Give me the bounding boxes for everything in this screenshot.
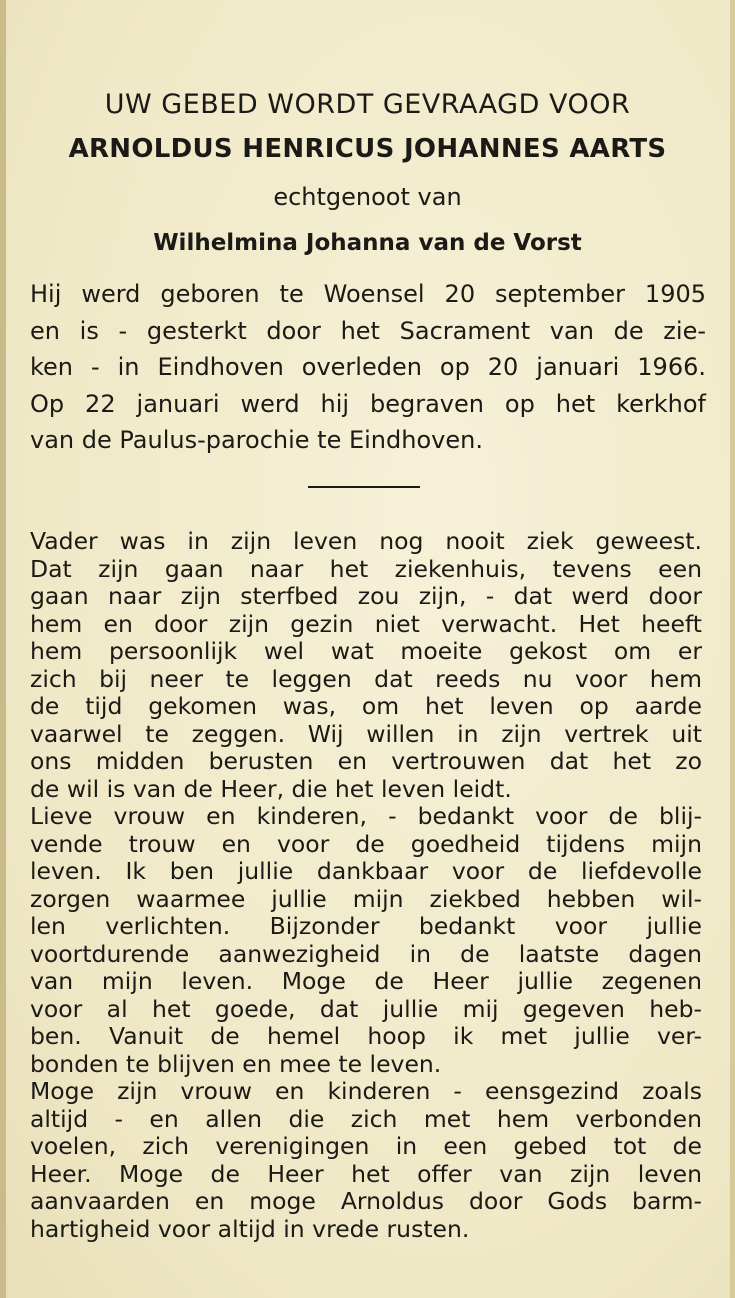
text-line: ons midden berusten en vertrouwen dat het zo (30, 747, 702, 775)
text-line: vaarwel te zeggen. Wij willen in zijn vertrek uit (30, 719, 702, 748)
text-line: de tijd gekomen was, om het leven op aarde (30, 692, 702, 720)
text-line: zich bij neer te leggen dat reeds nu voor hem (30, 664, 702, 693)
spouse-label: echtgenoot van (273, 183, 462, 211)
text-line: Dat zijn gaan naar het ziekenhuis, tevens een (30, 554, 702, 583)
text-line: voor al het goede, dat jullie mij gegeven heb- (30, 994, 702, 1023)
text-line: Moge zijn vrouw en kinderen - eensgezind zoals (30, 1077, 702, 1105)
bio-line: ken - in Eindhoven overleden op 20 januari 1966. (30, 353, 706, 381)
text-line: altijd - en allen die zich met hem verbonden (30, 1104, 702, 1133)
text-line: bonden te blijven en mee te leven. (30, 1049, 442, 1078)
bio-line: Hij werd geboren te Woensel 20 september 1905 (30, 280, 706, 308)
text-line: Heer. Moge de Heer het offer van zijn leven (30, 1159, 702, 1188)
text-line: hem en door zijn gezin niet verwacht. Het heeft (30, 609, 702, 638)
bio-line: van de Paulus-parochie te Eindhoven. (30, 426, 483, 454)
text-line: hem persoonlijk wel wat moeite gekost om er (30, 637, 702, 665)
text-line: aanvaarden en moge Arnoldus door Gods barm- (30, 1187, 702, 1215)
text-line: vende trouw en voor de goedheid tijdens mijn (30, 829, 702, 858)
biography-paragraph (30, 276, 706, 459)
bio-line: Op 22 januari werd hij begraven op het kerkhof (30, 389, 706, 418)
spouse-name: Wilhelmina Johanna van de Vorst (153, 230, 582, 256)
text-line: Vader was in zijn leven nog nooit ziek geweest. (30, 527, 702, 555)
prayer-request-heading: UW GEBED WORDT GEVRAAGD VOOR (104, 89, 631, 120)
bio-line: en is - gesterkt door het Sacrament van de zie- (30, 316, 706, 345)
text-line: hartigheid voor altijd in vrede rusten. (30, 1214, 470, 1243)
text-line: gaan naar zijn sterfbed zou zijn, - dat werd door (30, 582, 702, 610)
text-line: voelen, zich verenigingen in een gebed tot de (30, 1132, 702, 1160)
text-line: leven. Ik ben jullie dankbaar voor de liefdevolle (30, 857, 702, 885)
memorial-text (30, 528, 702, 1243)
text-line: len verlichten. Bijzonder bedankt voor jullie (30, 912, 702, 940)
text-line: van mijn leven. Moge de Heer jullie zegenen (30, 967, 702, 995)
text-line: de wil is van de Heer, die het leven leidt. (30, 774, 512, 803)
section-divider (308, 486, 420, 488)
deceased-name: ARNOLDUS HENRICUS JOHANNES AARTS (68, 134, 667, 164)
text-line: Lieve vrouw en kinderen, - bedankt voor de blij- (30, 802, 702, 830)
text-line: voortdurende aanwezigheid in de laatste dagen (30, 939, 702, 968)
text-line: zorgen waarmee jullie mijn ziekbed hebben wil- (30, 884, 702, 913)
text-line: ben. Vanuit de hemel hoop ik met jullie ver- (30, 1022, 702, 1050)
card-header (0, 82, 735, 263)
